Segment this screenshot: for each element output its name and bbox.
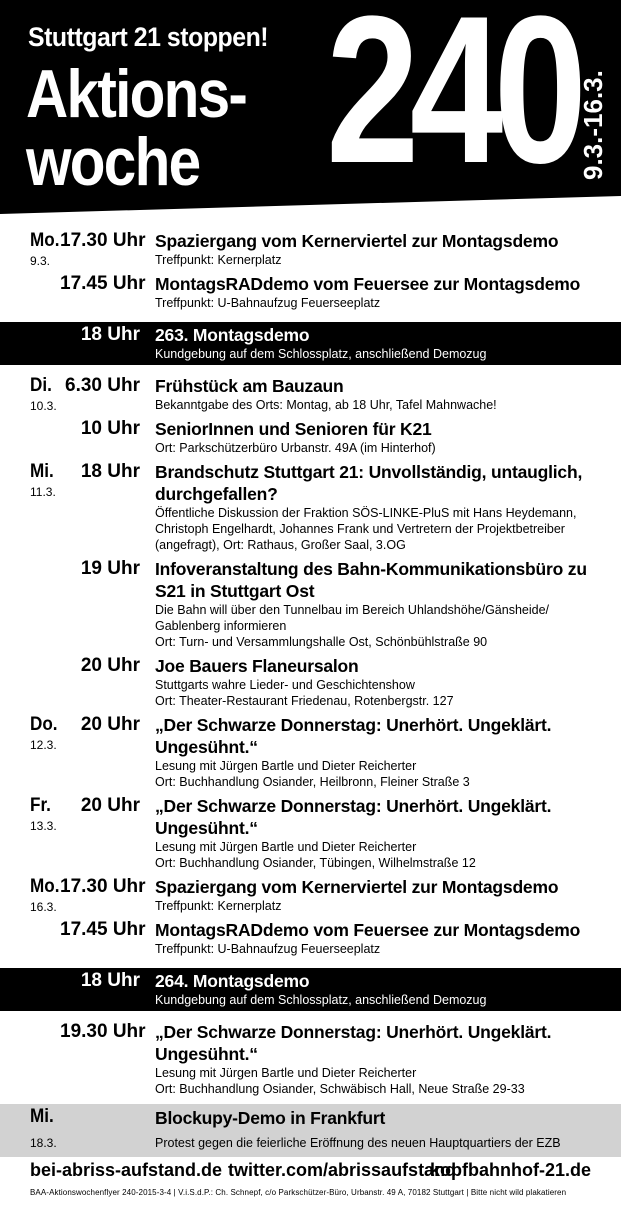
header-title-line2: woche <box>26 124 200 200</box>
link-kopfbahnhof[interactable]: kopfbahnhof-21.de <box>430 1160 591 1180</box>
event <box>155 416 597 459</box>
date: 13.3. <box>30 819 57 833</box>
weekday: Mo. <box>30 230 60 251</box>
date: 12.3. <box>30 738 57 752</box>
event-title: „Der Schwarze Donnerstag: Unerhört. Ungeklärt. Ungesühnt.“ <box>155 796 552 838</box>
event-title: MontagsRADdemo vom Feuersee zur Montagsdemo <box>155 274 581 294</box>
header-title-line1: Aktions- <box>26 56 247 132</box>
footer <box>0 1160 621 1197</box>
header-banner <box>0 0 621 240</box>
event <box>155 322 597 365</box>
event-desc: Treffpunkt: U-Bahnaufzug Feuerseeplatz <box>155 942 381 956</box>
event-desc: Stuttgarts wahre Lieder- und Geschichtenshow <box>155 678 415 692</box>
schedule-day-mo1 <box>0 228 621 271</box>
event-desc: Ort: Turn- und Versammlungshalle Ost, Schönbühlstraße 90 <box>155 635 488 649</box>
weekday: Do. <box>30 714 58 735</box>
imprint-text: BAA-Aktionswochenflyer 240-2015-3-4 | V.i.S.d.P.: Ch. Schnepf, c/o Parkschützer-Büro, Urbanstr. 49 A, 70182 Stuttgart | Bitte nicht wild plakatieren <box>30 1188 567 1197</box>
event-desc: Ort: Buchhandlung Osiander, Heilbronn, Fleiner Straße 3 <box>155 775 470 789</box>
header-subtitle: Stuttgart 21 stoppen! <box>28 22 269 52</box>
event-desc: Kundgebung auf dem Schlossplatz, anschließend Demozug <box>155 993 487 1007</box>
event-desc: Lesung mit Jürgen Bartle und Dieter Reicherter <box>155 840 417 854</box>
link-bei-abriss-aufstand[interactable]: bei-abriss-aufstand.de <box>30 1160 223 1180</box>
event-time: 17.45 Uhr <box>60 273 146 294</box>
schedule-event <box>0 1019 621 1100</box>
weekday: Fr. <box>30 795 51 816</box>
event-desc: Kundgebung auf dem Schlossplatz, anschließend Demozug <box>155 347 487 361</box>
date: 16.3. <box>30 900 57 914</box>
event-title: Brandschutz Stuttgart 21: Unvollständig, untauglich, durchgefallen? <box>155 462 583 504</box>
event-desc: Gablenberg informieren <box>155 619 287 633</box>
event-desc: Öffentliche Diskussion der Fraktion SÖS-LINKE-PluS mit Hans Heydemann, <box>155 506 577 520</box>
event-desc: Treffpunkt: Kernerplatz <box>155 899 282 913</box>
event-time: 19.30 Uhr <box>60 1021 146 1042</box>
event-time: 19 Uhr <box>80 558 140 579</box>
event-desc: Ort: Parkschützerbüro Urbanstr. 49A (im Hinterhof) <box>155 441 436 455</box>
schedule-event <box>0 556 621 653</box>
event-desc: Treffpunkt: U-Bahnaufzug Feuerseeplatz <box>155 296 381 310</box>
event <box>155 459 597 556</box>
event <box>155 793 597 874</box>
date: 9.3. <box>30 254 51 268</box>
event-time: 17.30 Uhr <box>60 876 146 897</box>
event-desc: Treffpunkt: Kernerplatz <box>155 253 282 267</box>
event-time: 18 Uhr <box>80 970 140 991</box>
event <box>155 556 597 653</box>
event-desc: Ort: Buchhandlung Osiander, Schwäbisch Hall, Neue Straße 29-33 <box>155 1082 525 1096</box>
event-desc: Lesung mit Jürgen Bartle und Dieter Reicherter <box>155 759 417 773</box>
event-desc: (angefragt), Ort: Rathaus, Großer Saal, 3.OG <box>155 538 406 552</box>
event-time: 20 Uhr <box>80 714 140 735</box>
schedule-event <box>0 653 621 712</box>
event-title: 264. Montagsdemo <box>155 971 310 991</box>
event-desc: Ort: Buchhandlung Osiander, Tübingen, Wilhelmstraße 12 <box>155 856 476 870</box>
event <box>155 1104 597 1157</box>
montagsdemo-264 <box>0 968 621 1011</box>
event <box>155 968 597 1011</box>
event <box>155 874 597 917</box>
event-title: MontagsRADdemo vom Feuersee zur Montagsdemo <box>155 920 581 940</box>
event-desc: Protest gegen die feierliche Eröffnung des neuen Hauptquartiers der EZB <box>155 1136 561 1150</box>
event <box>155 271 597 314</box>
date: 18.3. <box>30 1136 57 1150</box>
schedule-event <box>0 416 621 459</box>
schedule-day-fr <box>0 793 621 874</box>
event-title: 263. Montagsdemo <box>155 325 310 345</box>
day-cell <box>30 1106 90 1151</box>
event-time: 18 Uhr <box>80 324 140 345</box>
schedule-event <box>0 271 621 314</box>
event-desc: Lesung mit Jürgen Bartle und Dieter Reicherter <box>155 1066 417 1080</box>
event-time: 20 Uhr <box>80 795 140 816</box>
link-twitter[interactable]: twitter.com/abrissaufstand <box>228 1160 457 1180</box>
event-time: 17.30 Uhr <box>60 230 146 251</box>
event <box>155 712 597 793</box>
schedule-event <box>0 917 621 960</box>
event-title: Frühstück am Bauzaun <box>155 376 344 396</box>
weekday: Mi. <box>30 461 54 482</box>
event <box>155 1019 597 1100</box>
date: 11.3. <box>30 485 56 499</box>
event-title: Blockupy-Demo in Frankfurt <box>155 1108 386 1128</box>
schedule-day-mo2 <box>0 874 621 917</box>
schedule-day-mi <box>0 459 621 556</box>
event-desc: Ort: Theater-Restaurant Friedenau, Rotenbergstr. 127 <box>155 694 454 708</box>
header-date-range: 9.3.-16.3. <box>578 70 608 180</box>
event <box>155 917 597 960</box>
event-title: „Der Schwarze Donnerstag: Unerhört. Ungeklärt. Ungesühnt.“ <box>155 1022 552 1064</box>
event <box>155 373 597 416</box>
event-title: Joe Bauers Flaneursalon <box>155 656 359 676</box>
event-time: 10 Uhr <box>80 418 140 439</box>
blockupy-row <box>0 1104 621 1157</box>
event-title: Spaziergang vom Kernerviertel zur Montagsdemo <box>155 231 559 251</box>
event-title: SeniorInnen und Senioren für K21 <box>155 419 432 439</box>
schedule-list <box>0 228 621 1157</box>
date: 10.3. <box>30 399 57 413</box>
schedule-day-do <box>0 712 621 793</box>
event-time: 18 Uhr <box>80 461 140 482</box>
event-time: 20 Uhr <box>80 655 140 676</box>
event <box>155 228 597 271</box>
event-title: „Der Schwarze Donnerstag: Unerhört. Ungeklärt. Ungesühnt.“ <box>155 715 552 757</box>
event <box>155 653 597 712</box>
event-title: Infoveranstaltung des Bahn-Kommunikationsbüro zu S21 in Stuttgart Ost <box>155 559 587 601</box>
event-desc: Christoph Engelhardt, Johannes Frank und Vertretern der Projektbetreiber <box>155 522 565 536</box>
footer-links <box>0 1160 621 1186</box>
event-time: 17.45 Uhr <box>60 919 146 940</box>
schedule-day-di <box>0 373 621 416</box>
weekday: Di. <box>30 375 52 396</box>
event-time: 6.30 Uhr <box>65 375 140 396</box>
montagsdemo-263 <box>0 322 621 365</box>
event-desc: Bekanntgabe des Orts: Montag, ab 18 Uhr, Tafel Mahnwache! <box>155 398 497 412</box>
event-desc: Die Bahn will über den Tunnelbau im Bereich Uhlandshöhe/Gänsheide/ <box>155 603 550 617</box>
weekday: Mo. <box>30 876 60 897</box>
header-week-number: 240 <box>326 0 578 207</box>
weekday: Mi. <box>30 1106 54 1127</box>
event-title: Spaziergang vom Kernerviertel zur Montagsdemo <box>155 877 559 897</box>
